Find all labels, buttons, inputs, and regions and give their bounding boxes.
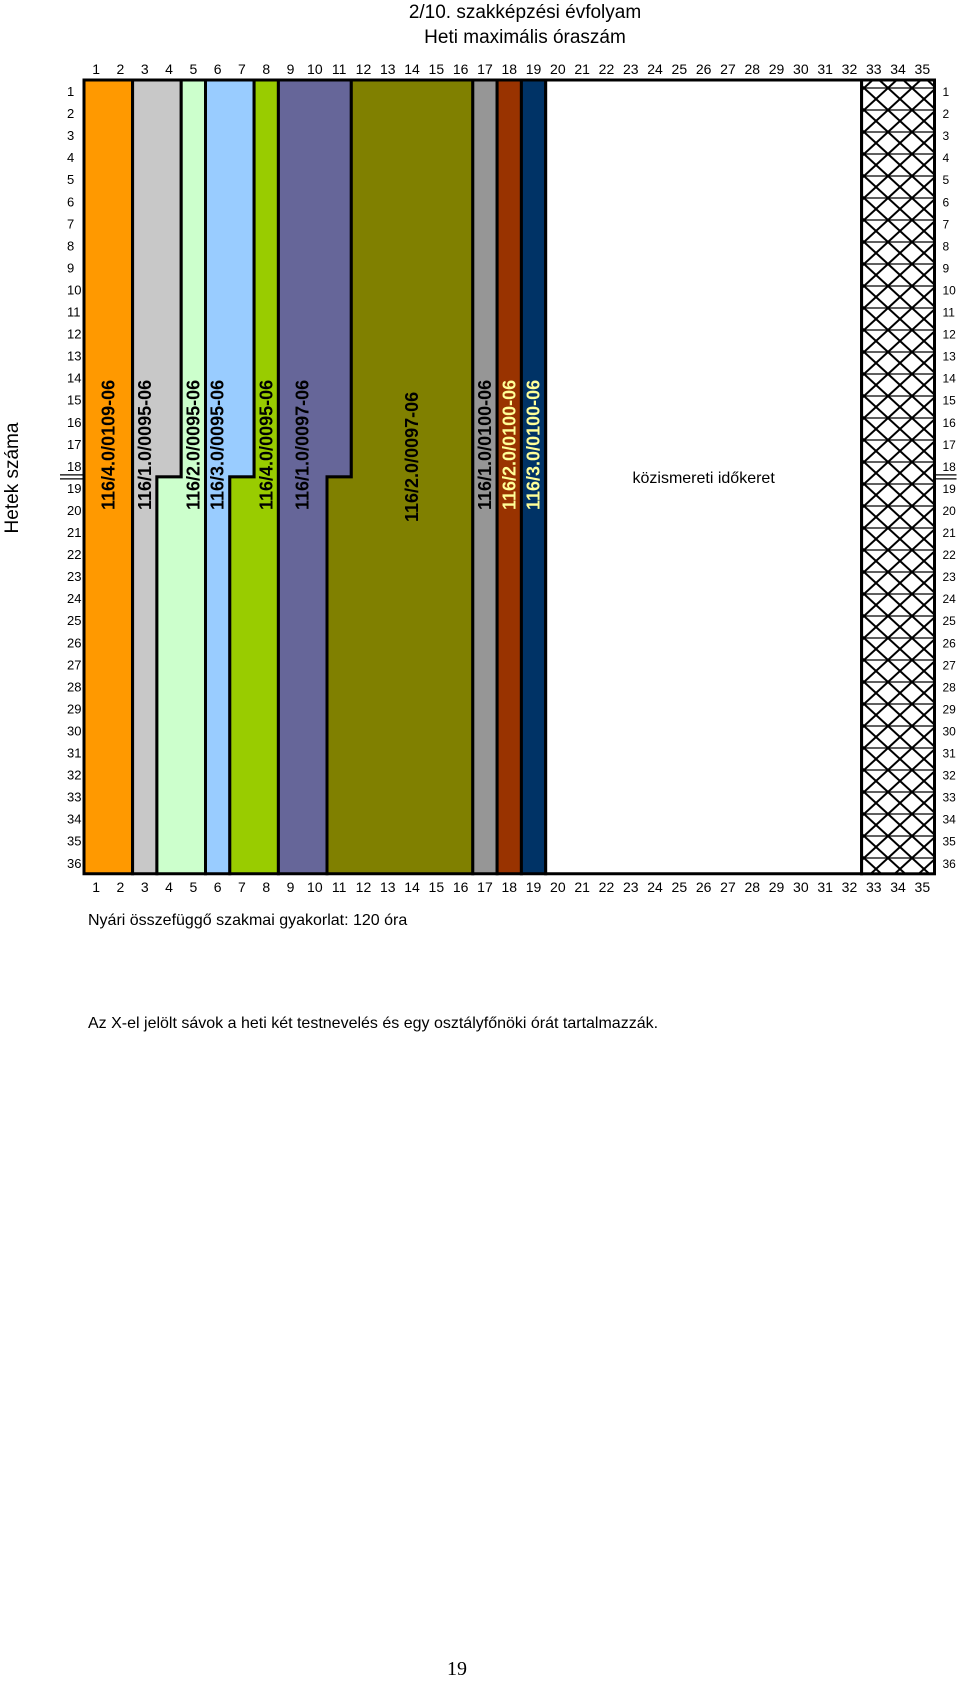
column-label-top: 5 — [189, 61, 198, 77]
week-label-left: 22 — [67, 547, 82, 563]
column-label-top: 27 — [720, 61, 736, 77]
column-label-bottom: 8 — [262, 878, 271, 895]
column-label-top: 16 — [452, 61, 469, 77]
segment-label: 116/4.0/0095-06 — [256, 379, 277, 510]
segment-label: 116/3.0/0100-06 — [523, 379, 544, 510]
column-label-top: 6 — [213, 61, 222, 77]
week-label-left: 25 — [67, 613, 82, 629]
hatched-area — [862, 80, 935, 874]
column-label-bottom: 7 — [238, 878, 246, 895]
week-label-right: 15 — [942, 393, 956, 408]
title-line-2: Heti maximális óraszám — [424, 27, 626, 48]
segment-label: 116/3.0/0095-06 — [207, 379, 228, 510]
column-label-top: 21 — [574, 61, 590, 77]
column-label-top: 13 — [379, 61, 396, 77]
column-label-top: 35 — [914, 61, 931, 77]
column-label-top: 10 — [307, 61, 323, 77]
week-label-right: 35 — [942, 834, 956, 849]
column-label-bottom: 20 — [550, 878, 566, 895]
column-label-bottom: 34 — [890, 878, 906, 895]
week-label-left: 4 — [67, 150, 75, 166]
week-label-right: 1 — [942, 85, 950, 100]
week-label-right: 23 — [942, 570, 956, 585]
column-label-top: 28 — [744, 61, 761, 77]
column-label-bottom: 23 — [622, 878, 639, 895]
week-label-left: 14 — [67, 370, 82, 386]
column-label-bottom: 1 — [92, 878, 101, 895]
week-label-right: 21 — [942, 526, 956, 541]
week-label-left: 31 — [67, 745, 82, 761]
column-label-bottom: 25 — [671, 878, 688, 895]
column-label-top: 17 — [477, 61, 493, 77]
column-label-bottom: 18 — [501, 878, 518, 895]
week-label-left: 36 — [67, 855, 82, 871]
column-label-top: 12 — [355, 61, 372, 77]
week-label-left: 2 — [67, 106, 75, 122]
column-label-top: 30 — [793, 61, 809, 77]
column-label-bottom: 27 — [720, 878, 736, 895]
week-label-right: 26 — [942, 636, 956, 651]
week-label-left: 8 — [67, 238, 75, 254]
week-label-left: 28 — [67, 679, 82, 695]
week-label-left: 32 — [67, 767, 82, 783]
column-label-bottom: 32 — [841, 878, 858, 895]
week-label-left: 35 — [67, 833, 82, 849]
column-label-top: 26 — [695, 61, 712, 77]
week-label-left: 19 — [67, 480, 82, 496]
column-label-bottom: 21 — [574, 878, 590, 895]
week-label-right: 31 — [942, 746, 956, 761]
week-label-left: 9 — [67, 260, 75, 276]
column-label-top: 3 — [140, 61, 149, 77]
column-label-top: 32 — [841, 61, 858, 77]
week-label-right: 11 — [942, 305, 955, 320]
week-label-right: 36 — [942, 856, 956, 871]
week-label-right: 3 — [942, 129, 950, 144]
week-label-left: 24 — [67, 591, 82, 607]
week-label-right: 33 — [942, 790, 956, 805]
column-label-top: 15 — [428, 61, 445, 77]
column-label-top: 22 — [598, 61, 615, 77]
column-label-top: 20 — [550, 61, 566, 77]
column-label-bottom: 10 — [307, 878, 323, 895]
week-label-left: 6 — [67, 194, 75, 210]
summer-practice-note: Nyári összefüggő szakmai gyakorlat: 120 óra — [88, 912, 408, 929]
week-label-left: 5 — [67, 172, 75, 188]
week-label-left: 20 — [67, 502, 82, 518]
week-label-right: 13 — [942, 349, 956, 364]
week-label-left: 12 — [67, 326, 82, 342]
week-label-right: 30 — [942, 724, 956, 739]
week-label-right: 18 — [942, 459, 956, 474]
column-label-top: 31 — [817, 61, 833, 77]
week-label-left: 10 — [67, 282, 82, 298]
top-column-labels — [92, 61, 930, 77]
column-label-top: 23 — [622, 61, 639, 77]
column-label-top: 25 — [671, 61, 688, 77]
column-label-bottom: 5 — [189, 878, 198, 895]
week-label-left: 13 — [67, 348, 82, 364]
week-label-left: 33 — [67, 789, 82, 805]
segment-label: 116/2.0/0095-06 — [183, 379, 204, 510]
column-label-bottom: 22 — [598, 878, 615, 895]
week-label-right: 34 — [942, 812, 956, 827]
week-label-left: 15 — [67, 392, 82, 408]
segment-label: közismereti időkeret — [632, 469, 775, 487]
column-label-top: 1 — [92, 61, 101, 77]
week-label-left: 17 — [67, 436, 82, 452]
page-number: 19 — [447, 1658, 467, 1680]
week-label-right: 32 — [942, 768, 956, 783]
column-label-bottom: 17 — [477, 878, 493, 895]
week-label-right: 4 — [942, 151, 950, 166]
column-label-bottom: 13 — [379, 878, 396, 895]
week-label-right: 7 — [942, 217, 950, 232]
column-label-bottom: 28 — [744, 878, 761, 895]
bottom-column-labels — [92, 879, 930, 895]
week-label-left: 7 — [67, 216, 75, 232]
week-label-left: 27 — [67, 657, 82, 673]
left-week-labels — [67, 84, 81, 871]
column-label-top: 24 — [647, 61, 663, 77]
column-label-bottom: 2 — [116, 878, 125, 895]
week-label-right: 12 — [942, 327, 956, 342]
week-label-right: 24 — [942, 592, 956, 607]
segment-label: 116/2.0/0100-06 — [499, 379, 520, 510]
column-label-bottom: 31 — [817, 878, 833, 895]
column-label-top: 33 — [865, 61, 882, 77]
column-label-bottom: 14 — [404, 878, 420, 895]
right-week-labels — [943, 85, 957, 871]
week-label-right: 8 — [942, 239, 950, 254]
week-label-right: 16 — [942, 415, 956, 430]
title-line-1: 2/10. szakképzési évfolyam — [408, 2, 642, 23]
week-label-left: 3 — [67, 128, 75, 144]
week-label-right: 20 — [942, 503, 956, 518]
column-label-bottom: 12 — [355, 878, 372, 895]
segment-label: 116/1.0/0100-06 — [474, 379, 495, 510]
column-label-top: 34 — [890, 61, 906, 77]
week-label-left: 30 — [67, 723, 82, 739]
column-label-bottom: 3 — [140, 878, 149, 895]
week-label-right: 14 — [942, 371, 956, 386]
column-label-top: 8 — [262, 61, 271, 77]
column-label-top: 9 — [286, 61, 295, 77]
week-label-left: 16 — [67, 414, 82, 430]
week-label-right: 17 — [942, 437, 956, 452]
column-label-bottom: 4 — [165, 878, 173, 895]
week-label-left: 1 — [67, 84, 75, 100]
week-label-right: 29 — [942, 702, 956, 717]
segment-label: 116/1.0/0097-06 — [292, 379, 313, 510]
column-label-top: 4 — [165, 61, 173, 77]
column-label-bottom: 26 — [695, 878, 712, 895]
week-label-right: 27 — [942, 658, 956, 673]
column-label-top: 14 — [404, 61, 420, 77]
column-label-bottom: 15 — [428, 878, 445, 895]
week-label-left: 11 — [67, 304, 81, 320]
week-label-right: 9 — [942, 261, 950, 276]
week-label-right: 2 — [942, 107, 950, 122]
column-label-bottom: 9 — [286, 878, 295, 895]
column-label-bottom: 35 — [914, 878, 931, 895]
segment-label: 116/1.0/0095-06 — [134, 379, 155, 510]
column-label-bottom: 33 — [865, 878, 882, 895]
week-label-right: 5 — [942, 173, 950, 188]
week-label-right: 25 — [942, 614, 956, 629]
week-label-left: 26 — [67, 635, 82, 651]
column-label-bottom: 29 — [768, 878, 785, 895]
week-label-right: 10 — [942, 283, 956, 298]
week-label-right: 19 — [942, 481, 956, 496]
week-label-left: 34 — [67, 811, 82, 827]
column-label-bottom: 19 — [525, 878, 542, 895]
column-label-bottom: 6 — [213, 878, 222, 895]
week-label-right: 28 — [942, 680, 956, 695]
column-label-bottom: 24 — [647, 878, 663, 895]
column-label-top: 2 — [116, 61, 125, 77]
column-label-bottom: 16 — [452, 878, 469, 895]
segment-label: 116/2.0/0097-06 — [402, 391, 423, 522]
week-label-left: 18 — [67, 458, 82, 474]
week-label-right: 6 — [942, 195, 950, 210]
column-label-top: 19 — [525, 61, 542, 77]
y-axis-label: Hetek száma — [2, 422, 23, 534]
column-label-top: 18 — [501, 61, 518, 77]
segment-label: 116/4.0/0109-06 — [98, 379, 119, 510]
column-label-bottom: 30 — [793, 878, 809, 895]
column-label-top: 29 — [768, 61, 785, 77]
column-label-bottom: 11 — [331, 878, 347, 895]
column-label-top: 7 — [238, 61, 246, 77]
week-label-left: 21 — [67, 525, 82, 541]
week-label-right: 22 — [942, 548, 956, 563]
column-label-top: 11 — [331, 61, 347, 77]
week-label-left: 23 — [67, 569, 82, 585]
week-label-left: 29 — [67, 701, 82, 717]
x-hatch-note: Az X-el jelölt sávok a heti két testnevelés és egy osztályfőnöki órát tartalmazzák. — [88, 1015, 659, 1032]
